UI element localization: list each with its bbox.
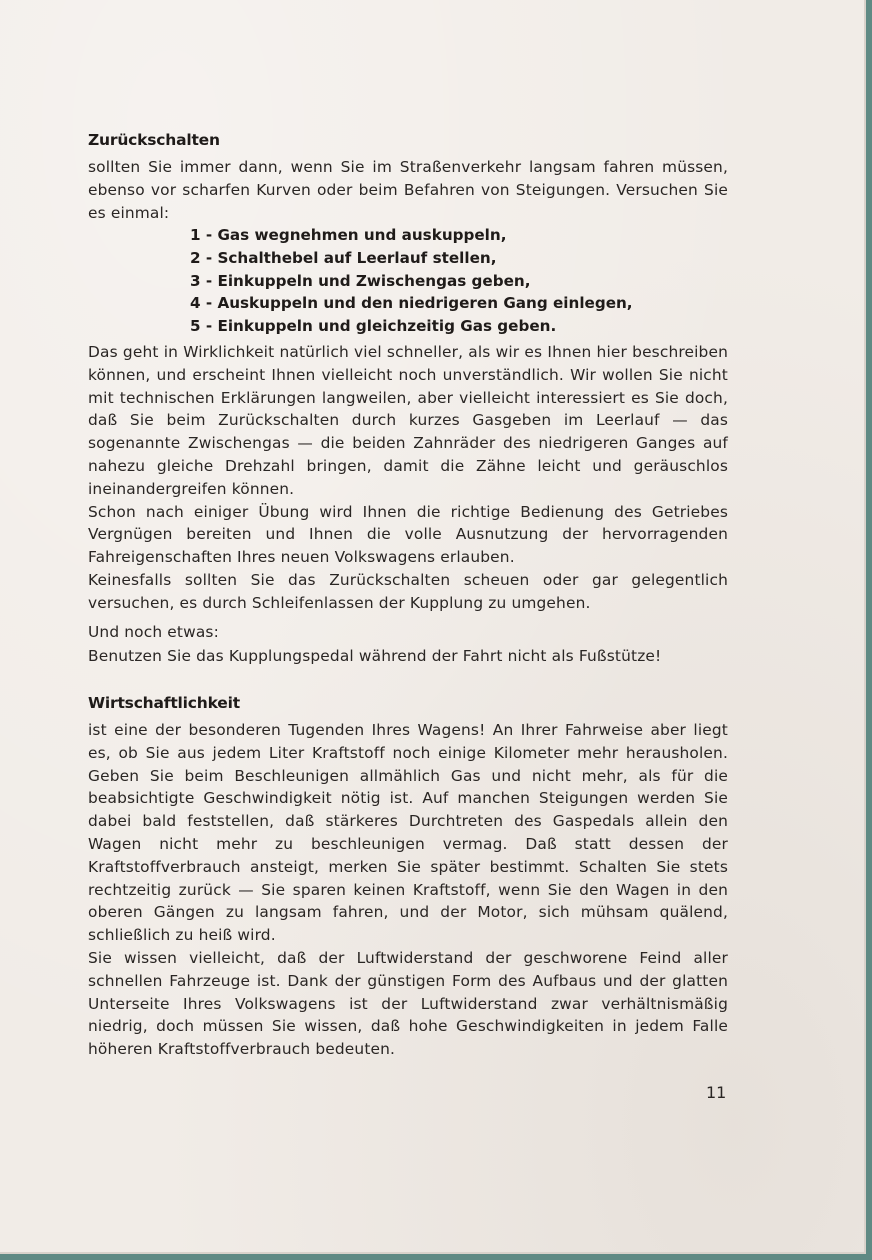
step-item: 5 - Einkuppeln und gleichzeitig Gas geben.: [190, 317, 557, 336]
body-paragraph: Schon nach einiger Übung wird Ihnen die richtige Bedienung des Getriebes Vergnügen bereiten und Ihnen die volle Ausnutzung der hervorragenden Fahreigenschaften Ihres neuen Volkswagens erlauben.: [88, 502, 728, 567]
page-number: 11: [706, 1083, 727, 1102]
closing-note: Benutzen Sie das Kupplungspedal während der Fahrt nicht als Fußstütze!: [88, 647, 662, 665]
section-intro: [88, 156, 728, 224]
intro-paragraph: sollten Sie immer dann, wenn Sie im Straßenverkehr langsam fahren müssen, ebenso vor scharfen Kurven oder beim Befahren von Steigungen. Versuchen Sie es einmal:: [88, 158, 728, 222]
step-item: 2 - Schalthebel auf Leerlauf stellen,: [190, 248, 497, 267]
shift-steps-list: [190, 224, 633, 338]
body-paragraph: Sie wissen vielleicht, daß der Luftwiderstand der geschworene Feind aller schnellen Fahrzeuge ist. Dank der günstigen Form des Aufbaus und der glatten Unterseite Ihres Volkswagens ist der Luftwiderstand zwar verhältnismäßig niedrig, doch müssen Sie wissen, daß hohe Geschwindigkeiten in jedem Falle höheren Kraftstoffverbrauch bedeuten.: [88, 948, 728, 1059]
section2-body: [88, 719, 728, 1061]
body-paragraph: ist eine der besonderen Tugenden Ihres Wagens! An Ihrer Fahrweise aber liegt es, ob Sie aus jedem Liter Kraftstoff noch einige Kilometer mehr herausholen. Geben Sie beim Beschleunigen allmählich Gas und nicht mehr, als für die beabsichtigte Geschwindigkeit nötig ist. Auf manchen Steigungen werden Sie dabei bald feststellen, daß stärkeres Durchtreten des Gaspedals allein den Wagen nicht mehr zu beschleunigen vermag. Daß statt dessen der Kraftstoffverbrauch ansteigt, merken Sie später bestimmt. Schalten Sie stets rechtzeitig zurück — Sie sparen keinen Kraftstoff, wenn Sie den Wagen in den oberen Gängen zu langsam fahren, und der Motor, sich mühsam quälend, schließlich zu heiß wird.: [88, 721, 728, 945]
section-heading-wirtschaftlichkeit: Wirtschaftlichkeit: [88, 694, 240, 712]
body-paragraph: Das geht in Wirklichkeit natürlich viel schneller, als wir es Ihnen hier beschreiben können, und erscheint Ihnen vielleicht noch unverständlich. Wir wollen Sie nicht mit technischen Erklärungen langweilen, aber vielleicht interessiert es Sie doch, daß Sie beim Zurückschalten durch kurzes Gasgeben im Leerlauf — das sogenannte Zwischengas — die beiden Zahnräder des niedrigeren Ganges auf nahezu gleiche Drehzahl bringen, damit die Zähne leicht und geräuschlos ineinandergreifen können.: [88, 343, 728, 498]
step-item: 4 - Auskuppeln und den niedrigeren Gang einlegen,: [190, 294, 633, 313]
step-item: 3 - Einkuppeln und Zwischengas geben,: [190, 271, 531, 290]
section1-body: [88, 341, 728, 615]
section-heading-zurueckschalten: Zurückschalten: [88, 131, 220, 149]
step-item: 1 - Gas wegnehmen und auskuppeln,: [190, 226, 507, 244]
closing-note-label: Und noch etwas:: [88, 623, 219, 641]
body-paragraph: Keinesfalls sollten Sie das Zurückschalten scheuen oder gar gelegentlich versuchen, es durch Schleifenlassen der Kupplung zu umgehen.: [88, 570, 728, 612]
